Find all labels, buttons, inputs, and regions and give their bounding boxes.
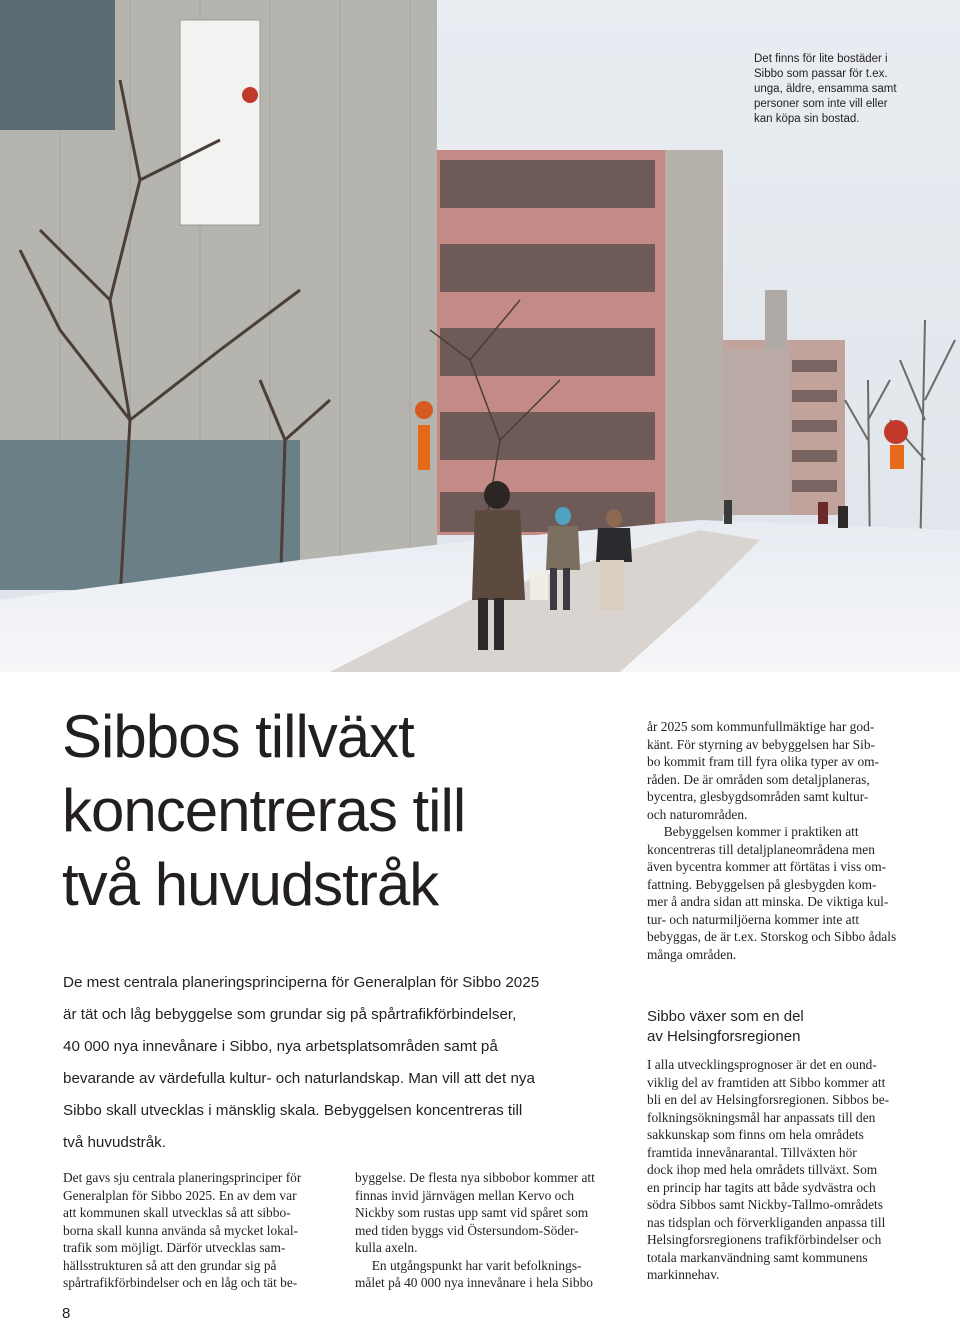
body-line: framtida innevånarantal. Tillväxten hör bbox=[647, 1144, 857, 1160]
body-line: byggelse. De flesta nya sibbobor kommer att bbox=[355, 1170, 595, 1185]
caption-line: personer som inte vill eller bbox=[754, 98, 888, 110]
page-number: 8 bbox=[62, 1305, 71, 1322]
body-line: känt. För styrning av bebyggelsen har Sib- bbox=[647, 736, 875, 752]
body-line: Bebyggelsen kommer i praktiken att bbox=[647, 824, 859, 839]
body-line: många områden. bbox=[647, 946, 737, 962]
body-line: bli en del av Helsingforsregionen. Sibbos be- bbox=[647, 1092, 890, 1107]
body-line: hällsstrukturen så att den grundar sig på bbox=[63, 1257, 277, 1273]
lede-line: 40 000 nya innevånare i Sibbo, nya arbetsplatsområden samt på bbox=[63, 1038, 498, 1055]
body-line: folkningsökningsmål har anpassats till den bbox=[647, 1109, 876, 1125]
body-line: även bycentra kommer att förtätas i viss om- bbox=[647, 859, 887, 874]
body-line: bebyggas, de är t.ex. Storskog och Sibbo ådals bbox=[647, 929, 897, 944]
body-column-2 bbox=[355, 1169, 625, 1292]
body-line: finnas invid järnvägen mellan Kervo och bbox=[355, 1187, 575, 1203]
body-line: nas tidsplan och förverkliganden anpassa till bbox=[647, 1214, 886, 1230]
lede-line: bevarande av värdefulla kultur- och naturlandskap. Man vill att det nya bbox=[63, 1070, 535, 1087]
body-line: råden. De är områden som detaljplaneras, bbox=[647, 771, 870, 787]
body-line: trafik som möjligt. Därför utvecklas sam- bbox=[63, 1240, 286, 1255]
lede-line: De mest centrala planeringsprinciperna för Generalplan för Sibbo 2025 bbox=[63, 974, 540, 991]
body-line: borna skall kunna använda så mycket lokal- bbox=[63, 1222, 299, 1238]
body-line: Helsingforsregionens trafikförbindelser och bbox=[647, 1232, 882, 1247]
body-line: en princip har tagits att både sydvästra och bbox=[647, 1179, 876, 1195]
headline-line: koncentreras till bbox=[62, 777, 466, 844]
body-line: I alla utvecklingsprognoser är det en ound- bbox=[647, 1057, 877, 1072]
body-line: bo kommit fram till fyra olika typer av om- bbox=[647, 754, 880, 769]
body-line: viklig del av framtiden att Sibbo kommer att bbox=[647, 1074, 886, 1090]
body-line: dock ihop med hela områdets tillväxt. Som bbox=[647, 1162, 878, 1177]
lede-line: är tät och låg bebyggelse som grundar sig på spårtrafikförbindelser, bbox=[63, 1006, 517, 1023]
body-line: markinnehav. bbox=[647, 1267, 720, 1282]
body-line: Generalplan för Sibbo 2025. En av dem var bbox=[63, 1187, 297, 1203]
caption-line: kan köpa sin bostad. bbox=[754, 113, 860, 125]
body-line: fattning. Bebyggelsen på glesbygden kom- bbox=[647, 876, 877, 892]
body-line: spårtrafikförbindelser och en låg och tät be- bbox=[63, 1275, 298, 1290]
body-column-3-top bbox=[647, 718, 919, 963]
headline-line: Sibbos tillväxt bbox=[62, 703, 414, 770]
subheading-line: Sibbo växer som en del bbox=[647, 1008, 804, 1025]
body-line: målet på 40 000 nya innevånare i hela Sibbo bbox=[355, 1275, 593, 1290]
body-line: totala markanvändning samt kommunens bbox=[647, 1249, 868, 1265]
body-line: södra Sibbos samt Nickby-Tallmo-områdets bbox=[647, 1197, 883, 1212]
body-line: år 2025 som kommunfullmäktige har god- bbox=[647, 719, 875, 734]
body-line: och naturområden. bbox=[647, 806, 748, 822]
lede-line: Sibbo skall utvecklas i mänsklig skala. Bebyggelsen koncentreras till bbox=[63, 1102, 523, 1119]
body-line: med tiden byggs vid Östersundom-Söder- bbox=[355, 1222, 579, 1238]
subheading-line: av Helsingforsregionen bbox=[647, 1028, 801, 1045]
body-column-3-bottom bbox=[647, 1056, 919, 1284]
body-line: bycentra, glesbygdsområden samt kultur- bbox=[647, 789, 869, 804]
photo-caption bbox=[754, 52, 954, 127]
section-subheading bbox=[647, 1007, 927, 1047]
body-line: En utgångspunkt har varit befolknings- bbox=[355, 1257, 582, 1273]
body-line: mer å andra sidan att minska. De viktiga kul- bbox=[647, 894, 889, 909]
article-lede bbox=[63, 967, 623, 1159]
body-line: koncentreras till detaljplaneområdena men bbox=[647, 841, 875, 857]
headline-line: två huvudstråk bbox=[62, 851, 439, 918]
article-headline bbox=[62, 700, 622, 922]
lede-line: två huvudstråk. bbox=[63, 1134, 166, 1151]
body-line: kulla axeln. bbox=[355, 1240, 418, 1255]
caption-line: unga, äldre, ensamma samt bbox=[754, 83, 897, 95]
body-line: Det gavs sju centrala planeringsprinciper för bbox=[63, 1170, 302, 1185]
caption-line: Sibbo som passar för t.ex. bbox=[754, 68, 888, 80]
body-column-1 bbox=[63, 1169, 335, 1292]
body-line: att kommunen skall utvecklas så att sibbo- bbox=[63, 1205, 291, 1220]
body-line: Nickby som rustas upp samt vid spåret som bbox=[355, 1205, 589, 1220]
body-line: sakkunskap som finns om hela områdets bbox=[647, 1127, 864, 1142]
body-line: tur- och naturmiljöerna kommer inte att bbox=[647, 911, 860, 927]
caption-line: Det finns för lite bostäder i bbox=[754, 53, 888, 65]
